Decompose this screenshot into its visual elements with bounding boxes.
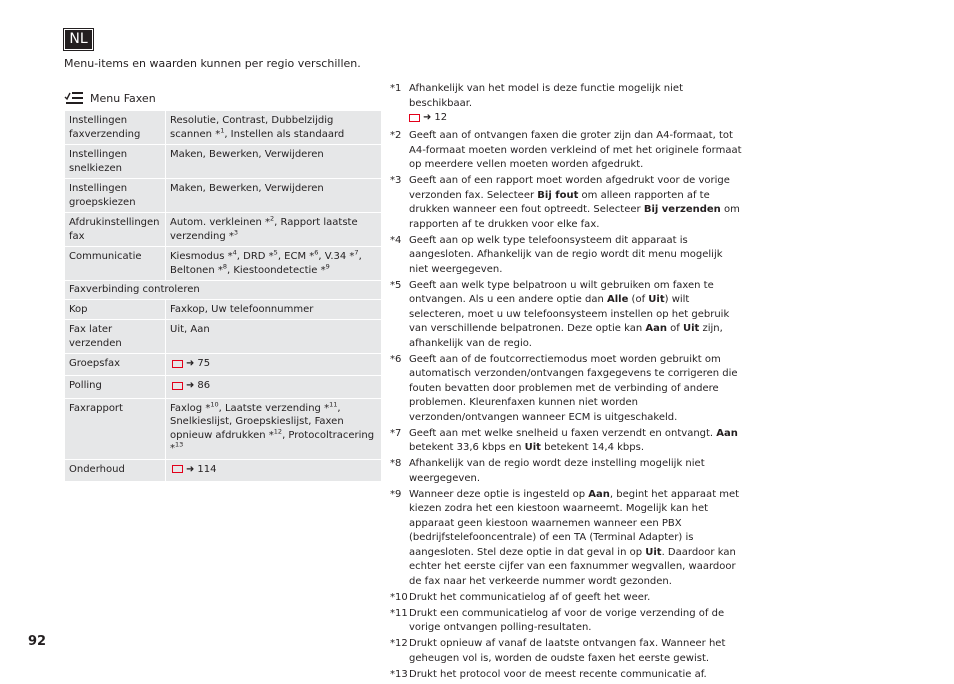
row-value — [166, 354, 382, 376]
footnote-text: Drukt opnieuw af vanaf de laatste ontvangen fax. Wanneer het geheugen vol is, worden de oudste faxen het eerste gewist. — [409, 638, 726, 664]
row-label: Instellingen snelkiezen — [65, 145, 166, 179]
fax-menu-icon — [64, 91, 84, 105]
option-name: Aan — [588, 488, 610, 500]
footnote-marker: 5 — [273, 248, 278, 257]
reference-page: 12 — [434, 112, 448, 123]
footnote — [390, 607, 742, 636]
footnote-marker: 10 — [210, 400, 219, 409]
option-name: Uit — [682, 323, 700, 335]
reference-page: 114 — [197, 463, 217, 475]
row-value — [166, 459, 382, 481]
footnote — [390, 174, 742, 232]
footnote — [390, 591, 742, 606]
footnote-number: *7 — [390, 427, 402, 439]
footnote-text: Drukt een communicatielog af voor de vorige verzending of de vorige ontvangen polling-resultaten. — [409, 607, 725, 634]
footnote-marker: 8 — [222, 262, 227, 271]
table-row — [65, 398, 382, 459]
footnote-text: Geeft aan met welke snelheid u faxen verzendt en ontvangt. Aan betekent 33,6 kbps en Uit betekent 14,4 kbps. — [409, 427, 738, 454]
row-value — [166, 376, 382, 398]
table-row — [65, 320, 382, 354]
row-value: Resolutie, Contrast, Dubbelzijdig scannen *$^1$, Instellen als standaard — [166, 111, 382, 145]
footnote-number: *12 — [390, 638, 408, 650]
footnote-marker: 4 — [232, 248, 237, 257]
table-row — [65, 213, 382, 247]
row-label: Fax later verzenden — [65, 320, 166, 354]
page-reference-link[interactable] — [170, 357, 210, 371]
footnote — [390, 668, 742, 683]
footnote-marker: 2 — [270, 214, 275, 223]
row-label: Faxrapport — [65, 398, 166, 459]
page-reference-link[interactable] — [170, 379, 210, 393]
arrow-right-icon: ➜ — [186, 358, 195, 369]
row-value: Kiesmodus *$^4$, DRD *$^5$, ECM *$^6$, V.34 *$^7$, Beltonen *$^8$, Kiestoondetectie *$^9$ — [166, 247, 382, 281]
footnote — [390, 234, 742, 278]
arrow-right-icon: ➜ — [423, 112, 432, 123]
footnote-text: Geeft aan of de foutcorrectiemodus moet worden gebruikt om automatisch verzonden/ontvangen faxgegevens te corrigeren die fouten bevatten door problemen met de verbinding of andere problemen. Kleurenfaxen kunnen niet worden verzonden/ontvangen wanneer ECM is uitgeschakeld. — [409, 353, 738, 423]
row-label: Afdrukinstellingen fax — [65, 213, 166, 247]
row-label: Polling — [65, 376, 166, 398]
table-row — [65, 376, 382, 398]
footnotes — [390, 82, 742, 684]
row-value: Faxlog *$^{10}$, Laatste verzending *$^{11}$, Snelkieslijst, Groepskieslijst, Faxen opnieuw afdrukken *$^{12}$, Protocoltracering *$^{13}$ — [166, 398, 382, 459]
footnote-marker: 1 — [220, 126, 225, 135]
book-icon — [409, 114, 420, 122]
table-row — [65, 111, 382, 145]
reference-page: 75 — [197, 358, 211, 369]
footnote-text: Geeft aan of ontvangen faxen die groter zijn dan A4-formaat, tot A4-formaat moeten worden verkleind of met het originele formaat op meerdere vellen moeten worden afgedrukt. — [409, 130, 742, 171]
option-name: Bij fout — [537, 189, 579, 201]
footnote — [390, 637, 742, 666]
footnote-marker: 9 — [325, 262, 330, 271]
option-name: Uit — [524, 442, 541, 454]
row-label: Groepsfax — [65, 354, 166, 376]
footnote-marker: 3 — [233, 228, 239, 237]
footnote — [390, 82, 742, 128]
footnote-number: *5 — [390, 279, 402, 291]
footnote-number: *2 — [390, 130, 402, 142]
page-reference-link[interactable] — [409, 111, 447, 126]
footnote — [390, 427, 742, 456]
page-number: 92 — [28, 634, 47, 649]
footnote-number: *9 — [390, 488, 402, 500]
row-label: Instellingen faxverzending — [65, 111, 166, 145]
footnote-number: *8 — [390, 458, 402, 470]
language-badge: NL — [63, 28, 94, 51]
footnote-text: Drukt het protocol voor de meest recente communicatie af. — [409, 668, 707, 680]
menu-heading — [64, 91, 156, 105]
menu-title: Menu Faxen — [90, 91, 156, 105]
footnote — [390, 488, 742, 590]
arrow-right-icon: ➜ — [186, 463, 195, 475]
footnote — [390, 129, 742, 173]
book-icon — [172, 465, 183, 473]
footnote — [390, 457, 742, 486]
table-row — [65, 281, 382, 300]
row-label: Communicatie — [65, 247, 166, 281]
reference-page: 86 — [197, 380, 211, 392]
row-value: Maken, Bewerken, Verwijderen — [166, 179, 382, 213]
footnote — [390, 353, 742, 426]
footnote — [390, 279, 742, 352]
table-row — [65, 145, 382, 179]
table-row — [65, 179, 382, 213]
footnote-text: Drukt het communicatielog af of geeft het weer. — [409, 591, 651, 603]
row-value: Faxkop, Uw telefoonnummer — [166, 299, 382, 320]
table-row — [65, 247, 382, 281]
footnote-marker: 13 — [175, 440, 184, 449]
option-name: Alle — [606, 294, 629, 306]
book-icon — [172, 360, 183, 368]
footnote-text: Wanneer deze optie is ingesteld op Aan, begint het apparaat met kiezen zodra het een kiestoon waarneemt. Mogelijk kan het apparaat geen kiestoon waarnemen wanneer een PBX (bedrijfstelefooncentrale) of een TA (Terminal Adapter) is aangesloten. Stel deze optie in dat geval in op Uit. Daardoor kan echter het eerste cijfer van een faxnummer wegvallen, waardoor de fax naar het verkeerde nummer wordt gezonden. — [409, 488, 740, 587]
footnote-marker: 7 — [354, 248, 359, 257]
footnote-text: Geeft aan op welk type telefoonsysteem dit apparaat is aangesloten. Afhankelijk van de regio wordt dit menu mogelijk niet weergegeven. — [409, 234, 723, 275]
table-row — [65, 299, 382, 320]
footnote-number: *4 — [390, 234, 402, 246]
fax-menu-table — [64, 110, 382, 482]
option-name: Uit — [645, 546, 662, 558]
arrow-right-icon: ➜ — [186, 380, 195, 392]
row-value: Maken, Bewerken, Verwijderen — [166, 145, 382, 179]
option-name: Uit — [648, 294, 665, 306]
footnote-number: *3 — [390, 175, 402, 187]
intro-text: Menu-items en waarden kunnen per regio verschillen. — [64, 57, 361, 70]
row-label: Kop — [65, 299, 166, 320]
footnote-number: *13 — [390, 668, 408, 680]
row-value: Autom. verkleinen *$^2$, Rapport laatste verzending *$^3$ — [166, 213, 382, 247]
footnote-number: *10 — [390, 591, 408, 603]
footnote-number: *11 — [390, 607, 408, 619]
table-row — [65, 459, 382, 481]
option-name: Aan — [645, 323, 667, 335]
option-name: Bij verzenden — [643, 204, 721, 216]
footnote-number: *6 — [390, 353, 402, 365]
footnote-number: *1 — [390, 83, 402, 94]
footnote-text: Afhankelijk van de regio wordt deze instelling mogelijk niet weergegeven. — [409, 458, 705, 484]
row-value: Uit, Aan — [166, 320, 382, 354]
footnote-text: Geeft aan of een rapport moet worden afgedrukt voor de vorige verzonden fax. Selecteer Bij fout om alleen rapporten af te drukken wanneer een fout optreedt. Selecteer Bij verzenden om rapporten af te drukken voor elke fax. — [409, 175, 740, 230]
row-label: Instellingen groepskiezen — [65, 179, 166, 213]
option-name: Aan — [716, 427, 738, 439]
table-row — [65, 354, 382, 376]
row-label: Faxverbinding controleren — [65, 281, 382, 300]
footnote-marker: 6 — [314, 248, 319, 257]
footnote-marker: 12 — [273, 427, 283, 436]
footnote-marker: 11 — [329, 400, 338, 409]
row-label: Onderhoud — [65, 459, 166, 481]
footnote-text — [409, 82, 742, 128]
book-icon — [172, 382, 183, 390]
footnote-text: Geeft aan welk type belpatroon u wilt gebruiken om faxen te ontvangen. Als u een andere optie dan Alle (of Uit) wilt selecteren, moet u uw telefoonsysteem instellen op het gebruik van verschillende belpatronen. Deze optie kan Aan of Uit zijn, afhankelijk van de regio. — [409, 279, 730, 349]
footnote-body: Afhankelijk van het model is deze functie mogelijk niet beschikbaar. — [409, 83, 683, 109]
page-reference-link[interactable] — [170, 463, 216, 477]
